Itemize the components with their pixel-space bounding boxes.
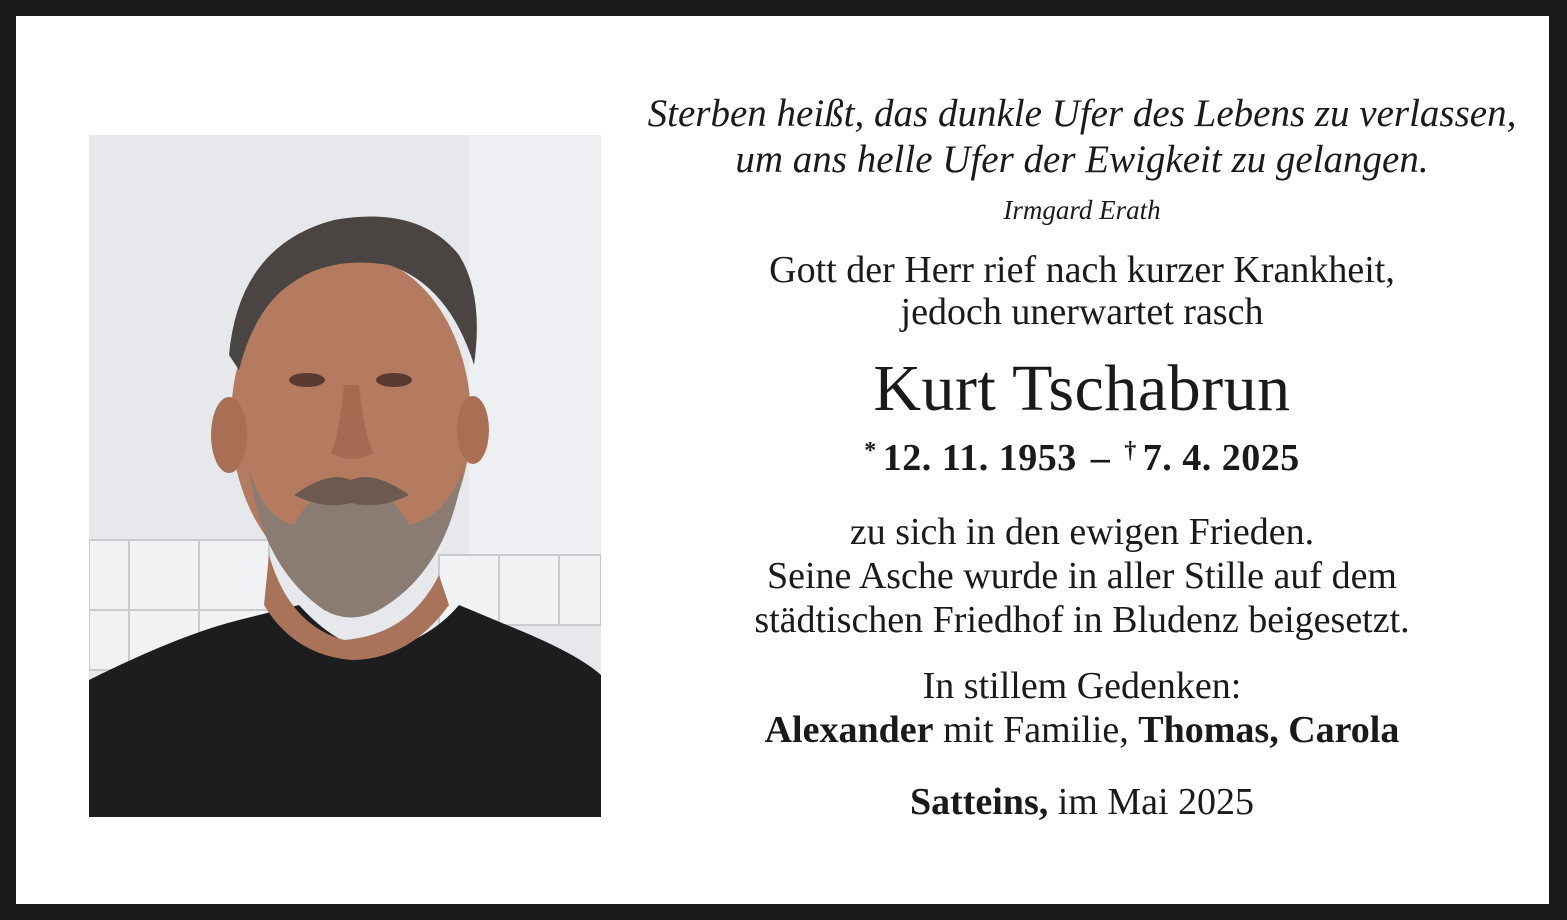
place-name: Satteins, [909,781,1049,823]
body-line-3: städtischen Friedhof in Bludenz beigesetzt. [754,599,1410,641]
intro-line-2: jedoch unerwartet rasch [900,291,1264,333]
intro-text [626,249,1538,333]
portrait-photo [89,135,601,817]
death-symbol: † [1124,438,1137,464]
death-date: 7. 4. 2025 [1142,437,1300,479]
mourners-heading: In stillem Gedenken: [922,665,1242,707]
intro-line-1: Gott der Herr rief nach kurzer Krankheit, [769,249,1395,291]
birth-date: 12. 11. 1953 [882,437,1077,479]
place-date [626,780,1538,824]
mourner-name-2: Thomas, Carola [1138,709,1400,751]
quote-line-2: um ans helle Ufer der Ewigkeit zu gelangen. [735,138,1429,181]
birth-symbol: * [864,438,877,464]
body-line-2: Seine Asche wurde in aller Stille auf dem [767,555,1397,597]
mourner-name-1: Alexander [764,709,934,751]
closing-date: im Mai 2025 [1048,781,1255,823]
burial-text [626,554,1538,642]
obituary-text [626,91,1538,824]
portrait-image [89,135,601,817]
mourner-text-1: mit Familie, [933,709,1139,751]
quote [626,91,1538,183]
quote-author: Irmgard Erath [1003,195,1161,225]
body-line-1: zu sich in den ewigen Frieden. [849,511,1315,553]
deceased-name: Kurt Tschabrun [873,352,1291,425]
quote-line-1: Sterben heißt, das dunkle Ufer des Lebens zu verlassen, [647,92,1517,135]
mourners-list [626,708,1538,752]
life-dates [626,429,1538,480]
date-separator: – [1090,437,1111,479]
